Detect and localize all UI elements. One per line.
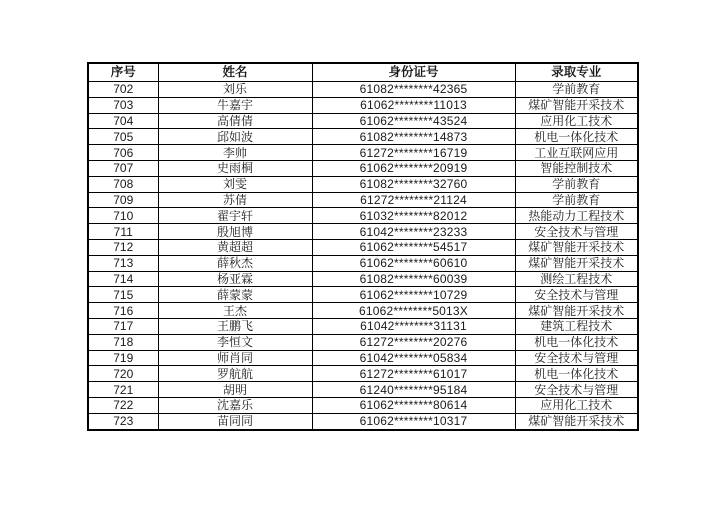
cell-id-number: 61272********16719 [312,145,515,161]
cell-id-number: 61032********82012 [312,208,515,224]
cell-student-name: 高倩倩 [158,113,312,129]
cell-student-name: 胡明 [158,382,312,398]
cell-serial-number: 715 [88,287,158,303]
table-row [88,271,638,287]
cell-id-number: 61062********10317 [312,413,515,429]
cell-id-number: 61062********10729 [312,287,515,303]
cell-major: 安全技术与管理 [515,287,638,303]
cell-student-name: 师肖同 [158,350,312,366]
cell-serial-number: 704 [88,113,158,129]
cell-id-number: 61062********54517 [312,239,515,255]
cell-id-number: 61240********95184 [312,382,515,398]
table-row [88,160,638,176]
cell-major: 煤矿智能开采技术 [515,255,638,271]
cell-major: 机电一体化技术 [515,129,638,145]
cell-serial-number: 718 [88,334,158,350]
cell-serial-number: 703 [88,97,158,113]
cell-serial-number: 702 [88,82,158,98]
table-row [88,82,638,98]
table-row [88,129,638,145]
cell-id-number: 61272********20276 [312,334,515,350]
table-row [88,145,638,161]
cell-student-name: 牛嘉宇 [158,97,312,113]
cell-major: 智能控制技术 [515,160,638,176]
cell-id-number: 61062********80614 [312,397,515,413]
column-header-major: 录取专业 [515,63,638,82]
cell-serial-number: 710 [88,208,158,224]
cell-id-number: 61062********5013X [312,303,515,319]
cell-serial-number: 712 [88,239,158,255]
table-row [88,176,638,192]
table-row [88,397,638,413]
cell-student-name: 罗航航 [158,366,312,382]
cell-major: 安全技术与管理 [515,350,638,366]
cell-major: 测绘工程技术 [515,271,638,287]
table-row [88,382,638,398]
cell-major: 学前教育 [515,192,638,208]
cell-major: 学前教育 [515,176,638,192]
cell-serial-number: 721 [88,382,158,398]
cell-student-name: 苗同同 [158,413,312,429]
cell-student-name: 邱如波 [158,129,312,145]
cell-serial-number: 723 [88,413,158,429]
table-row [88,350,638,366]
cell-student-name: 王鹏飞 [158,318,312,334]
cell-major: 应用化工技术 [515,113,638,129]
column-header-id: 身份证号 [312,63,515,82]
cell-serial-number: 711 [88,224,158,240]
table-row [88,113,638,129]
cell-student-name: 苏倩 [158,192,312,208]
cell-id-number: 61062********43524 [312,113,515,129]
cell-serial-number: 713 [88,255,158,271]
cell-student-name: 李恒文 [158,334,312,350]
cell-major: 煤矿智能开采技术 [515,97,638,113]
table-row [88,224,638,240]
table-row [88,255,638,271]
cell-serial-number: 719 [88,350,158,366]
cell-major: 学前教育 [515,82,638,98]
cell-student-name: 李帅 [158,145,312,161]
cell-major: 机电一体化技术 [515,366,638,382]
table-row [88,366,638,382]
cell-serial-number: 714 [88,271,158,287]
cell-id-number: 61062********60610 [312,255,515,271]
cell-id-number: 61042********31131 [312,318,515,334]
cell-serial-number: 720 [88,366,158,382]
cell-serial-number: 705 [88,129,158,145]
cell-id-number: 61272********21124 [312,192,515,208]
cell-id-number: 61082********14873 [312,129,515,145]
cell-major: 煤矿智能开采技术 [515,239,638,255]
cell-id-number: 61272********61017 [312,366,515,382]
table-row [88,97,638,113]
cell-major: 应用化工技术 [515,397,638,413]
table-row [88,239,638,255]
table-body [88,82,638,430]
cell-major: 安全技术与管理 [515,224,638,240]
cell-student-name: 刘雯 [158,176,312,192]
cell-serial-number: 716 [88,303,158,319]
column-header-no: 序号 [88,63,158,82]
cell-serial-number: 717 [88,318,158,334]
table-row [88,287,638,303]
cell-major: 煤矿智能开采技术 [515,303,638,319]
cell-serial-number: 709 [88,192,158,208]
cell-student-name: 王杰 [158,303,312,319]
cell-student-name: 翟宇轩 [158,208,312,224]
cell-id-number: 61082********32760 [312,176,515,192]
table-row [88,318,638,334]
cell-major: 热能动力工程技术 [515,208,638,224]
cell-id-number: 61082********60039 [312,271,515,287]
cell-major: 工业互联网应用 [515,145,638,161]
table-row [88,413,638,429]
cell-id-number: 61062********20919 [312,160,515,176]
table-row [88,208,638,224]
cell-student-name: 薛秋杰 [158,255,312,271]
cell-serial-number: 707 [88,160,158,176]
cell-student-name: 黄超超 [158,239,312,255]
cell-student-name: 殷旭博 [158,224,312,240]
cell-major: 建筑工程技术 [515,318,638,334]
cell-serial-number: 706 [88,145,158,161]
cell-student-name: 沈嘉乐 [158,397,312,413]
admission-list-table [87,62,639,431]
cell-serial-number: 722 [88,397,158,413]
cell-major: 机电一体化技术 [515,334,638,350]
table-row [88,334,638,350]
table-header-row [88,63,638,82]
cell-major: 煤矿智能开采技术 [515,413,638,429]
cell-id-number: 61042********23233 [312,224,515,240]
column-header-name: 姓名 [158,63,312,82]
cell-id-number: 61062********11013 [312,97,515,113]
cell-serial-number: 708 [88,176,158,192]
cell-student-name: 刘乐 [158,82,312,98]
cell-student-name: 史雨桐 [158,160,312,176]
cell-id-number: 61082********42365 [312,82,515,98]
cell-student-name: 杨亚霖 [158,271,312,287]
table-row [88,192,638,208]
cell-id-number: 61042********05834 [312,350,515,366]
table-row [88,303,638,319]
cell-major: 安全技术与管理 [515,382,638,398]
cell-student-name: 薛蒙蒙 [158,287,312,303]
